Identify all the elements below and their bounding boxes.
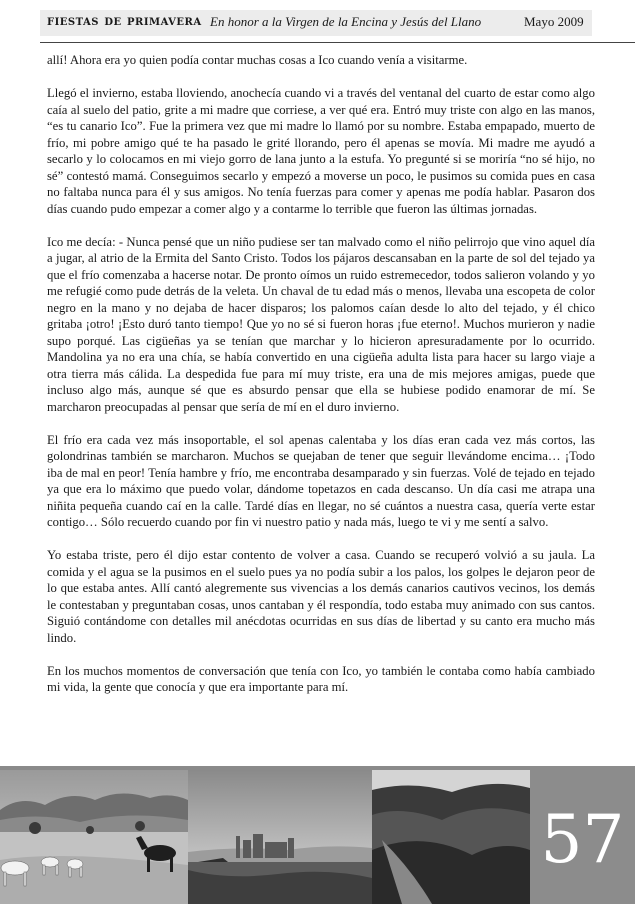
paragraph: El frío era cada vez más insoportable, el sol apenas calentaba y los días eran cada vez más cortos, las golondrinas también se marcharon. Muchos se quejaban de tener que seguir llevándome encima… ¡Todo iba de mal en peor! Tenía hambre y frío, me encontraba desamparado y sin fuerzas. Volé de tejado en tejado ya que era lo máximo que puedo volar, dándome topetazos en cada descanso. Un día casi me atrapa una niñita pequeña cuando caí en la calle. Tardé días en llegar, no sé cuántos a nuestra casa, quería verte estar contigo… Sólo recuerdo cuando por fin vi nuestro patio y nada más, luego te vi y me sentí a salvo. (47, 432, 595, 529)
paragraph: En los muchos momentos de conversación que tenía con Ico, yo también le contaba como había cambiado mi vida, la gente que conocía y que era importante para mí. (47, 663, 595, 694)
paragraph: Ico me decía: - Nunca pensé que un niño pudiese ser tan malvado como el niño pelirrojo que vino aquel día a jugar, al atrio de la Ermita del Santo Cristo. Todos los pájaros descansaban en la parte de sol del tejado ya que el frío comenzaba a hacerse notar. De pronto oímos un ruido estremecedor, todos salieron volando y yo me refugié como pude detrás de la veleta. Un chaval de tu edad más o menos, llevaba una escopeta de color negro en la mano y no dejaba de hacer disparos; los palomos caían desde lo alto del tejado, y él chico gritaba ¡otro! ¡Esto duró tanto tiempo! Que yo no sé si fueron horas ¡fue eterno!. Muchos murieron y nadie supo porqué. Las cigüeñas ya se tenían que marchar y lo hicieron apresuradamente por lo ocurrido. Mandolina ya no era una chía, se había convertido en una cigüeña adulta lista para hacer su largo viaje a otra tierra más cálida. La despedida fue para mí muy triste, era una de mis mejores amigas, puede que incluso algo más, aunque sé que es absurdo pensar que ella se hubiese podido enamorar de mí. Se marcharon preocupadas al pensar que sería de mí en el duro invierno. (47, 234, 595, 414)
issue-date: Mayo 2009 (524, 14, 584, 29)
header-divider (40, 42, 635, 43)
page-header (0, 0, 635, 44)
page-number: 57 (540, 801, 625, 878)
paragraph: Llegó el invierno, estaba lloviendo, anochecía cuando vi a través del ventanal del cuarto de estar como algo caía al suelo del patio, grite a mi madre que corriese, a ver qué era. Entró muy triste con algo en las manos, “es tu canario Ico”. Fue la primera vez que mi madre lo llamó por su nombre. Estaba empapado, muerto de frío, mi pobre amigo qué te ha pasado le grité llorando, pero él apenas se movía. Mi madre me ayudó a secarlo y lo colocamos en mi viejo gorro de lana junto a la estufa. Yo pregunté si se moriría “no sé hijo, no sé” contestó mamá. Conseguimos secarlo y empezó a moverse un poco, le pusimos su comida pues en casa no faltaba nunca para él y sus amigos. No tenía fuerzas para comer y apenas me podía hablar. Pasaron dos días cuando pudo empezar a comer algo y a contarme lo terrible que fueron las últimas jornadas. (47, 86, 595, 216)
photo-forest-hills (372, 770, 530, 904)
magazine-title: fiestas de primavera (47, 13, 202, 29)
photo-horses-field (0, 770, 188, 904)
magazine-subtitle: En honor a la Virgen de la Encina y Jesús del Llano (210, 14, 482, 29)
article-body (47, 52, 595, 712)
photo-village-landscape (188, 770, 372, 904)
paragraph: allí! Ahora era yo quien podía contar muchas cosas a Ico cuando venía a visitarme. (47, 53, 468, 67)
paragraph: Yo estaba triste, pero él dijo estar contento de volver a casa. Cuando se recuperó volvió a su jaula. La comida y el agua se la pusimos en el suelo pues ya no podía subir a los palos, los golpes le dejaron peor de lo que estaba antes. Allí cantó alegremente sus vivencias a los demás canarios cautivos vecinos, los demás le contestaban y preguntaban cosas, unos cantaban y él respondía, todo estaba muy animado con sus cantos. Siguió contándome con detalles mil anécdotas ocurridas en sus días de libertad y su canto era mucho más lindo. (47, 548, 595, 645)
